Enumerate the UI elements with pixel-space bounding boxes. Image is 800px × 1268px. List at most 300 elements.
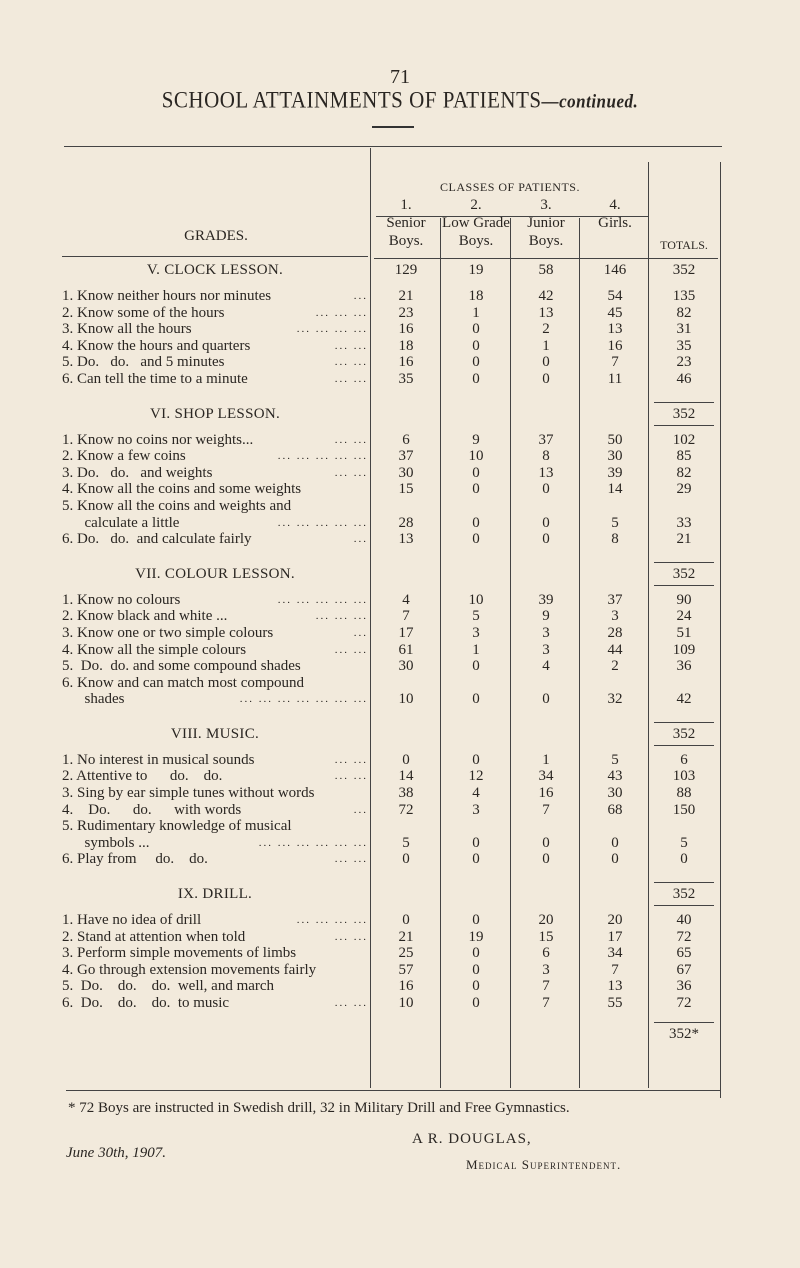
row-label-text: 5. Know all the coins and weights and <box>62 497 292 514</box>
cell-value: 50 <box>607 431 623 448</box>
cell-value: 3 <box>542 624 550 641</box>
section-header <box>62 722 722 746</box>
table-row <box>62 945 722 962</box>
cell-value: 55 <box>607 995 623 1011</box>
column-name: Junior Boys. <box>527 215 565 249</box>
cell-value: 13 <box>607 978 623 995</box>
cell-value: 34 <box>607 945 623 962</box>
table-row <box>62 515 722 532</box>
row-label <box>62 498 368 515</box>
row-label <box>62 675 368 692</box>
cell-value: 18 <box>398 337 414 354</box>
footnote: * 72 Boys are instructed in Swedish drill, 32 in Military Drill and Free Gymnastics. <box>68 1100 570 1116</box>
row-label-text: 4. Go through extension movements fairly <box>62 961 317 978</box>
cell-value: 11 <box>607 370 623 387</box>
row-label <box>62 851 368 868</box>
table-row <box>62 785 722 802</box>
table-row <box>62 752 722 769</box>
row-label-text: 3. Sing by ear simple tunes without words <box>62 785 315 802</box>
cell-value: 14 <box>398 768 414 785</box>
row-label <box>62 354 368 371</box>
section-title: VIII. MUSIC. <box>170 725 260 742</box>
cell-value: 33 <box>676 514 692 531</box>
table-row <box>62 768 722 785</box>
class-count: 146 <box>603 262 627 278</box>
row-label-text: 4. Do. do. with words <box>62 801 242 818</box>
leader-dots: ... ... ... ... <box>296 323 368 336</box>
cell-value: 29 <box>676 481 692 498</box>
cell-value: 10 <box>398 995 414 1011</box>
row-label <box>62 962 368 979</box>
row-label <box>62 515 368 532</box>
cell-value: 0 <box>542 354 550 371</box>
table-row <box>62 338 722 355</box>
class-count: 129 <box>394 262 418 278</box>
cell-value: 40 <box>676 912 692 929</box>
table-row <box>62 995 722 1012</box>
table-row <box>62 531 722 548</box>
cell-value: 28 <box>398 514 414 531</box>
cell-value: 0 <box>472 978 480 995</box>
column-header <box>512 196 580 250</box>
table-row <box>62 481 722 498</box>
class-count: 58 <box>538 262 554 278</box>
table-row <box>62 658 722 675</box>
row-label <box>62 978 368 995</box>
cell-value: 82 <box>676 464 692 481</box>
cell-value: 16 <box>607 337 623 354</box>
table-row <box>62 465 722 482</box>
leader-dots: ... ... ... ... ... ... <box>258 836 368 849</box>
cell-value: 0 <box>472 531 480 548</box>
cell-value: 51 <box>676 624 692 641</box>
cell-value: 37 <box>538 431 554 448</box>
cell-value: 72 <box>676 995 692 1011</box>
row-label-text: 2. Stand at attention when told <box>62 928 246 945</box>
cell-value: 68 <box>607 801 623 818</box>
cell-value: 0 <box>542 370 550 387</box>
row-label-text: 6. Can tell the time to a minute <box>62 370 248 387</box>
cell-value: 0 <box>611 851 619 868</box>
row-label-text: 1. Know no colours <box>62 591 181 608</box>
table-row <box>62 592 722 609</box>
row-label <box>62 608 368 625</box>
row-label <box>62 752 368 769</box>
row-label <box>62 592 368 609</box>
cell-value: 45 <box>607 304 623 321</box>
cell-value: 5 <box>402 834 410 851</box>
row-label <box>62 818 368 835</box>
title-rule <box>372 126 414 128</box>
row-label <box>62 321 368 338</box>
table-row <box>62 802 722 819</box>
grand-total-row <box>62 1022 722 1046</box>
table-row <box>62 625 722 642</box>
cell-value: 39 <box>607 464 623 481</box>
row-label <box>62 531 368 548</box>
grand-total: 352* <box>654 1022 714 1045</box>
cell-value: 23 <box>676 354 692 371</box>
cell-value: 0 <box>472 337 480 354</box>
classes-header: CLASSES OF PATIENTS. <box>440 180 580 194</box>
column-header <box>581 196 649 232</box>
cell-value: 0 <box>611 834 619 851</box>
page-title <box>0 87 800 115</box>
cell-value: 0 <box>472 691 480 708</box>
section-total: 352 <box>654 722 714 746</box>
row-label-text: 5. Do. do. do. well, and march <box>62 978 275 995</box>
table-top-rule <box>64 146 722 147</box>
table-row <box>62 929 722 946</box>
row-label-text: 2. Know some of the hours <box>62 304 225 321</box>
table-bottom-rule <box>66 1090 720 1091</box>
cell-value: 35 <box>398 370 414 387</box>
section-title: VI. SHOP LESSON. <box>149 405 281 422</box>
cell-value: 0 <box>472 851 480 868</box>
cell-value: 13 <box>538 464 554 481</box>
cell-value: 1 <box>472 641 480 658</box>
cell-value: 3 <box>542 961 550 978</box>
cell-value: 21 <box>398 288 414 304</box>
cell-value: 65 <box>676 945 692 962</box>
cell-value: 16 <box>398 321 414 338</box>
cell-value: 67 <box>676 961 692 978</box>
cell-value: 5 <box>611 751 619 768</box>
cell-value: 15 <box>398 481 414 498</box>
table-row <box>62 498 722 515</box>
row-label <box>62 448 368 465</box>
leader-dots: ... <box>353 290 368 302</box>
row-label <box>62 945 368 962</box>
cell-value: 30 <box>398 658 414 675</box>
cell-value: 12 <box>468 768 484 785</box>
cell-value: 30 <box>398 464 414 481</box>
section-total: 352 <box>654 402 714 426</box>
cell-value: 9 <box>542 608 550 625</box>
cell-value: 8 <box>611 531 619 548</box>
leader-dots: ... ... ... ... ... <box>277 593 368 606</box>
leader-dots: ... ... <box>334 339 368 352</box>
cell-value: 36 <box>676 658 692 675</box>
cell-value: 16 <box>398 354 414 371</box>
table-row <box>62 354 722 371</box>
cell-value: 7 <box>402 608 410 625</box>
class-count: 352 <box>672 262 696 278</box>
cell-value: 8 <box>542 448 550 465</box>
cell-value: 0 <box>472 961 480 978</box>
cell-value: 5 <box>611 514 619 531</box>
section-title: V. CLOCK LESSON. <box>146 262 284 278</box>
cell-value: 16 <box>538 785 554 802</box>
cell-value: 0 <box>542 514 550 531</box>
cell-value: 0 <box>472 995 480 1011</box>
title-text: SCHOOL ATTAINMENTS OF PATIENTS <box>161 86 542 114</box>
cell-value: 1 <box>542 337 550 354</box>
cell-value: 35 <box>676 337 692 354</box>
table-row <box>62 608 722 625</box>
page-number: 71 <box>390 66 410 88</box>
cell-value: 30 <box>607 448 623 465</box>
header-rule <box>62 256 368 257</box>
row-label-text: 6. Play from do. do. <box>62 851 208 868</box>
table-row <box>62 675 722 692</box>
row-label <box>62 288 368 305</box>
column-name: Girls. <box>598 215 632 231</box>
column-number: 3. <box>540 197 552 213</box>
cell-value: 4 <box>402 591 410 608</box>
cell-value: 28 <box>607 624 623 641</box>
leader-dots: ... ... ... ... ... ... ... <box>239 693 368 706</box>
cell-value: 0 <box>472 834 480 851</box>
cell-value: 54 <box>607 288 623 304</box>
row-label-text: 1. Know neither hours nor minutes <box>62 288 272 304</box>
table-row <box>62 448 722 465</box>
row-label <box>62 625 368 642</box>
row-label-text: 6. Know and can match most compound <box>62 674 305 691</box>
column-header <box>442 196 510 250</box>
row-label <box>62 338 368 355</box>
cell-value: 0 <box>542 481 550 498</box>
table-row <box>62 288 722 305</box>
cell-value: 3 <box>472 624 480 641</box>
cell-value: 21 <box>676 531 692 548</box>
column-number: 2. <box>470 197 482 213</box>
row-label <box>62 305 368 322</box>
cell-value: 102 <box>672 431 696 448</box>
row-label-text: 5. Do. do. and some compound shades <box>62 658 301 675</box>
section-title: IX. DRILL. <box>177 886 253 903</box>
cell-value: 17 <box>607 928 623 945</box>
row-label <box>62 371 368 388</box>
table-row <box>62 642 722 659</box>
row-label-text: 3. Perform simple movements of limbs <box>62 945 297 962</box>
row-label-text: 3. Know one or two simple colours <box>62 624 274 641</box>
leader-dots: ... ... <box>334 997 368 1009</box>
cell-value: 0 <box>472 321 480 338</box>
column-number: 4. <box>609 197 621 213</box>
column-header <box>372 196 440 250</box>
cell-value: 0 <box>542 531 550 548</box>
cell-value: 14 <box>607 481 623 498</box>
cell-value: 0 <box>680 851 688 868</box>
cell-value: 5 <box>472 608 480 625</box>
row-label-text: 1. Know no coins nor weights... <box>62 431 254 448</box>
table-row <box>62 432 722 449</box>
section-total: 352 <box>654 882 714 906</box>
cell-value: 72 <box>398 801 414 818</box>
section-header <box>62 882 722 906</box>
cell-value: 30 <box>607 785 623 802</box>
row-label <box>62 929 368 946</box>
cell-value: 109 <box>672 641 696 658</box>
leader-dots: ... ... ... ... <box>296 914 368 927</box>
table-row <box>62 978 722 995</box>
leader-dots: ... ... <box>334 853 368 866</box>
cell-value: 0 <box>402 751 410 768</box>
cell-value: 72 <box>676 928 692 945</box>
table-row <box>62 835 722 852</box>
cell-value: 0 <box>472 945 480 962</box>
cell-value: 20 <box>607 912 623 929</box>
cell-value: 17 <box>398 624 414 641</box>
leader-dots: ... ... ... ... ... <box>277 516 368 529</box>
column-number: 1. <box>400 197 412 213</box>
cell-value: 23 <box>398 304 414 321</box>
cell-value: 10 <box>468 591 484 608</box>
leader-dots: ... <box>353 626 368 639</box>
section-total: 352 <box>654 562 714 586</box>
row-label <box>62 432 368 449</box>
table-row <box>62 818 722 835</box>
cell-value: 13 <box>398 531 414 548</box>
cell-value: 90 <box>676 591 692 608</box>
cell-value: 1 <box>542 751 550 768</box>
table-row <box>62 371 722 388</box>
cell-value: 6 <box>402 431 410 448</box>
cell-value: 0 <box>472 354 480 371</box>
column-name: TOTALS. <box>660 238 708 252</box>
cell-value: 0 <box>472 370 480 387</box>
row-label-text: 4. Know all the coins and some weights <box>62 481 302 498</box>
cell-value: 61 <box>398 641 414 658</box>
cell-value: 7 <box>542 801 550 818</box>
date: June 30th, 1907. <box>66 1145 166 1161</box>
table-body <box>62 258 722 1046</box>
row-label-text: 1. Have no idea of drill <box>62 912 202 929</box>
cell-value: 19 <box>468 928 484 945</box>
cell-value: 6 <box>542 945 550 962</box>
section-header <box>62 562 722 586</box>
row-label-text: 1. No interest in musical sounds <box>62 751 255 768</box>
row-label-text: 2. Attentive to do. do. <box>62 768 223 785</box>
cell-value: 25 <box>398 945 414 962</box>
row-label-text: symbols ... <box>62 834 150 851</box>
table-row <box>62 851 722 868</box>
cell-value: 20 <box>538 912 554 929</box>
row-label <box>62 768 368 785</box>
leader-dots: ... ... <box>334 466 368 479</box>
table-row <box>62 912 722 929</box>
cell-value: 13 <box>538 304 554 321</box>
cell-value: 85 <box>676 448 692 465</box>
cell-value: 16 <box>398 978 414 995</box>
leader-dots: ... ... <box>334 930 368 943</box>
cell-value: 6 <box>680 751 688 768</box>
cell-value: 24 <box>676 608 692 625</box>
table-row <box>62 321 722 338</box>
cell-value: 0 <box>402 851 410 868</box>
row-label-text: 3. Do. do. and weights <box>62 464 213 481</box>
row-label <box>62 912 368 929</box>
cell-value: 38 <box>398 785 414 802</box>
cell-value: 0 <box>472 464 480 481</box>
row-label <box>62 691 368 708</box>
cell-value: 37 <box>398 448 414 465</box>
row-label-text: shades <box>62 691 125 708</box>
cell-value: 5 <box>680 834 688 851</box>
cell-value: 0 <box>542 851 550 868</box>
cell-value: 37 <box>607 591 623 608</box>
class-count: 19 <box>468 262 484 278</box>
cell-value: 21 <box>398 928 414 945</box>
row-label-text: 4. Know the hours and quarters <box>62 337 251 354</box>
cell-value: 3 <box>611 608 619 625</box>
cell-value: 7 <box>611 354 619 371</box>
cell-value: 88 <box>676 785 692 802</box>
table-row <box>62 962 722 979</box>
row-label-text: 3. Know all the hours <box>62 321 192 338</box>
cell-value: 7 <box>611 961 619 978</box>
row-label <box>62 658 368 675</box>
leader-dots: ... <box>353 533 368 546</box>
leader-dots: ... ... ... <box>315 306 368 319</box>
row-label-text: 2. Know black and white ... <box>62 608 228 625</box>
cell-value: 4 <box>542 658 550 675</box>
grades-header: GRADES. <box>184 228 248 244</box>
cell-value: 39 <box>538 591 554 608</box>
row-label <box>62 465 368 482</box>
row-label-text: 6. Do. do. do. to music <box>62 995 230 1011</box>
cell-value: 0 <box>542 834 550 851</box>
cell-value: 10 <box>398 691 414 708</box>
column-header <box>650 236 718 254</box>
cell-value: 57 <box>398 961 414 978</box>
leader-dots: ... ... <box>334 372 368 385</box>
cell-value: 2 <box>542 321 550 338</box>
signature-name: A R. DOUGLAS, <box>412 1131 532 1147</box>
cell-value: 31 <box>676 321 692 338</box>
cell-value: 7 <box>542 978 550 995</box>
row-label <box>62 995 368 1012</box>
leader-dots: ... ... <box>334 770 368 783</box>
leader-dots: ... ... ... ... ... <box>277 450 368 463</box>
cell-value: 7 <box>542 995 550 1011</box>
section-header <box>62 258 722 282</box>
row-label <box>62 802 368 819</box>
leader-dots: ... ... <box>334 643 368 656</box>
row-label <box>62 642 368 659</box>
cell-value: 10 <box>468 448 484 465</box>
cell-value: 0 <box>472 912 480 929</box>
row-label-text: 6. Do. do. and calculate fairly <box>62 531 252 548</box>
cell-value: 3 <box>542 641 550 658</box>
row-label-text: 2. Know a few coins <box>62 448 186 465</box>
leader-dots: ... <box>353 803 368 816</box>
cell-value: 42 <box>538 288 554 304</box>
signature-title: Medical Superintendent. <box>466 1157 622 1172</box>
cell-value: 46 <box>676 370 692 387</box>
table-row <box>62 305 722 322</box>
leader-dots: ... ... ... <box>315 610 368 623</box>
title-suffix: —continued. <box>541 91 639 113</box>
cell-value: 135 <box>672 288 696 304</box>
cell-value: 0 <box>472 481 480 498</box>
cell-value: 44 <box>607 641 623 658</box>
leader-dots: ... ... <box>334 433 368 446</box>
cell-value: 0 <box>402 912 410 929</box>
row-label <box>62 785 368 802</box>
cell-value: 4 <box>472 785 480 802</box>
cell-value: 1 <box>472 304 480 321</box>
cell-value: 2 <box>611 658 619 675</box>
cell-value: 32 <box>607 691 623 708</box>
row-label-text: 5. Rudimentary knowledge of musical <box>62 818 292 835</box>
cell-value: 18 <box>468 288 484 304</box>
cell-value: 103 <box>672 768 696 785</box>
column-name: Senior Boys. <box>386 215 426 249</box>
cell-value: 13 <box>607 321 623 338</box>
cell-value: 3 <box>472 801 480 818</box>
